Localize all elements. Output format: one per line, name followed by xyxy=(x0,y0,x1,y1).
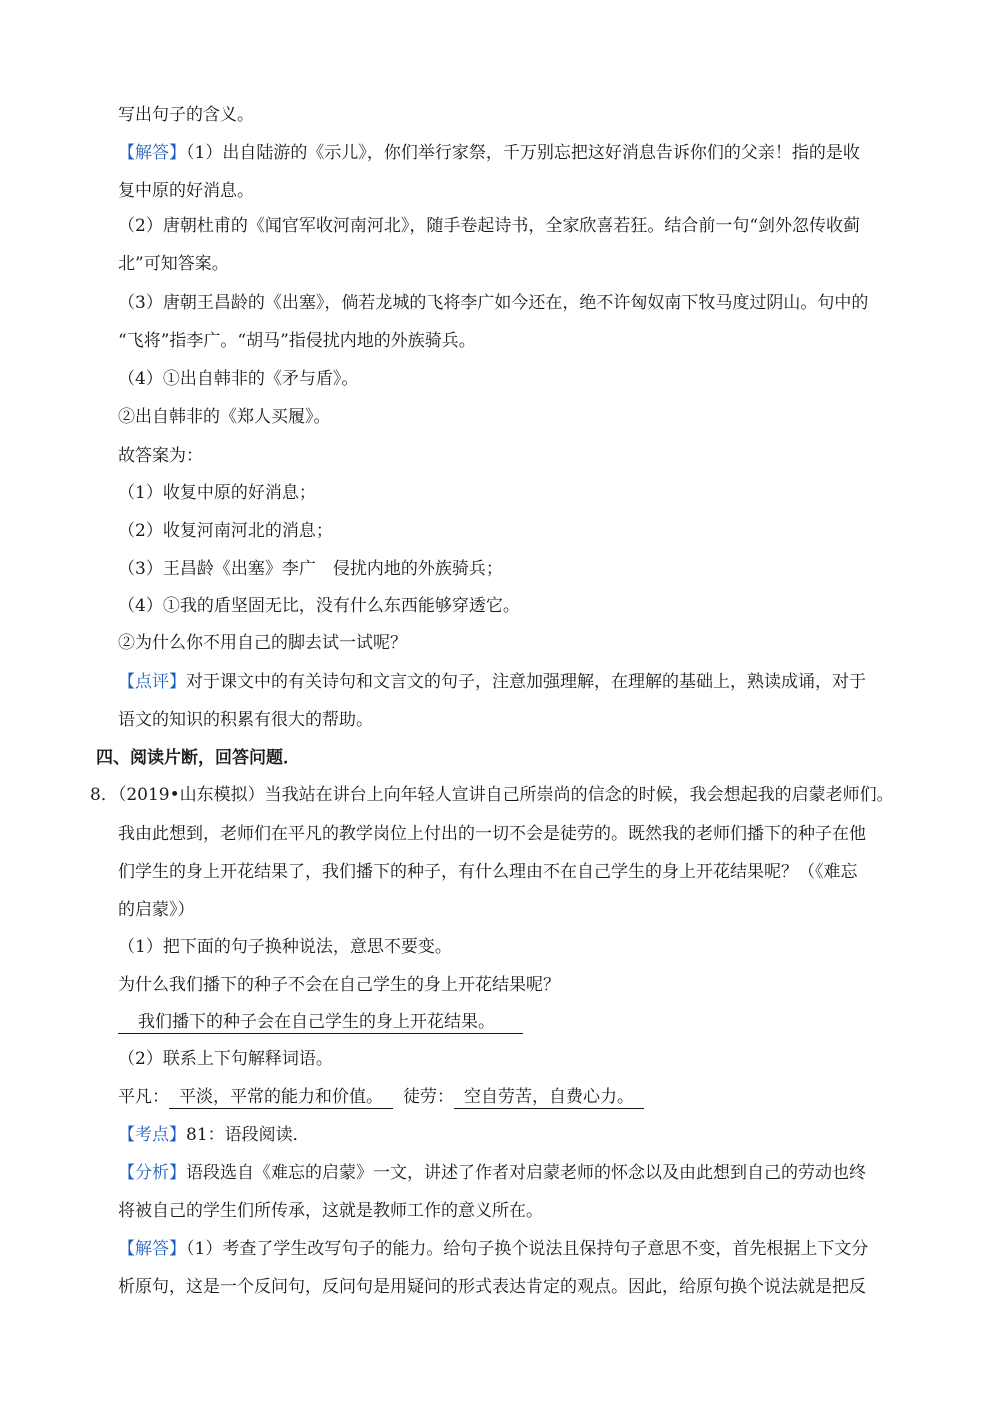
kaodian-text: 81：语段阅读． xyxy=(186,1125,310,1145)
question-text: （2019•山东模拟）当我站在讲台上向年轻人宣讲自己所崇尚的信念的时候，我会想起我的启蒙老师们。 xyxy=(117,785,894,805)
jieda-text: （1）考查了学生改写句子的能力。给句子换个说法且保持句子意思不变，首先根据上下文分 xyxy=(186,1239,869,1259)
question-line xyxy=(90,783,894,807)
comment-line-b: 语文的知识的积累有很大的帮助。 xyxy=(118,710,373,730)
word1-answer: 平淡，平常的能力和价值。 xyxy=(169,1086,393,1109)
answer-line-3: （3）唐朝王昌龄的《出塞》，倘若龙城的飞将李广如今还在，绝不许匈奴南下牧马度过阴山。句中的 xyxy=(118,293,869,313)
final-answer-1: （1）收复中原的好消息； xyxy=(118,483,316,503)
final-answer-4: （4）①我的盾坚固无比，没有什么东西能够穿透它。 xyxy=(118,596,520,616)
answer-text: （1）出自陆游的《示儿》，你们举行家祭，千万别忘把这好消息告诉你们的父亲！指的是收 xyxy=(186,143,860,163)
word1-label: 平凡： xyxy=(118,1087,169,1107)
jieda-tag: 【解答】 xyxy=(118,1239,186,1259)
kaodian-tag: 【考点】 xyxy=(118,1125,186,1145)
word2-answer: 空自劳苦，自费心力。 xyxy=(454,1086,644,1109)
sub-question-1: （1）把下面的句子换种说法，意思不要变。 xyxy=(118,937,452,957)
final-answer-2: （2）收复河南河北的消息； xyxy=(118,521,333,541)
section-heading: 四、阅读片断，回答问题． xyxy=(96,748,300,768)
sub-question-2: （2）联系上下句解释词语。 xyxy=(118,1049,333,1069)
final-answer-label: 故答案为： xyxy=(118,446,203,466)
answer-line-2: （2）唐朝杜甫的《闻官军收河南河北》，随手卷起诗书，全家欣喜若狂。结合前一句“剑外忽传收蓟 xyxy=(118,216,861,236)
sub-answer-1: 我们播下的种子会在自己学生的身上开花结果。 xyxy=(118,1011,523,1034)
jieda-line-b: 析原句，这是一个反问句，反问句是用疑问的形式表达肯定的观点。因此，给原句换个说法就是把反 xyxy=(118,1277,866,1297)
answer-line-4b: ②出自韩非的《郑人买履》。 xyxy=(118,407,331,427)
comment-text: 对于课文中的有关诗句和文言文的句子，注意加强理解，在理解的基础上，熟读成诵，对于 xyxy=(186,672,866,692)
intro-line: 写出句子的含义。 xyxy=(118,105,254,125)
fenxi-line-b: 将被自己的学生们所传承，这就是教师工作的意义所在。 xyxy=(118,1201,543,1221)
answer-line-2b: 北”可知答案。 xyxy=(118,254,229,274)
passage-line-3: 们学生的身上开花结果了，我们播下的种子，有什么理由不在自己学生的身上开花结果呢？（《难忘 xyxy=(118,862,858,882)
answer-line-1b: 复中原的好消息。 xyxy=(118,181,254,201)
comment-tag: 【点评】 xyxy=(118,672,186,692)
question-number: 8． xyxy=(90,785,118,805)
fenxi-text: 语段选自《难忘的启蒙》一文，讲述了作者对启蒙老师的怀念以及由此想到自己的劳动也终 xyxy=(186,1163,866,1183)
sub-answer-1-line xyxy=(118,1010,523,1034)
fenxi-line xyxy=(118,1161,866,1185)
jieda-line xyxy=(118,1237,868,1261)
final-answer-3: （3）王昌龄《出塞》李广 侵扰内地的外族骑兵； xyxy=(118,559,503,579)
sub-question-1-sentence: 为什么我们播下的种子不会在自己学生的身上开花结果呢？ xyxy=(118,975,560,995)
answer-line-4: （4）①出自韩非的《矛与盾》。 xyxy=(118,369,359,389)
kaodian-line xyxy=(118,1123,310,1147)
passage-line-4: 的启蒙》） xyxy=(118,900,195,920)
fenxi-tag: 【分析】 xyxy=(118,1163,186,1183)
word2-label: 徒劳： xyxy=(403,1087,454,1107)
word-explain-line xyxy=(118,1085,644,1109)
answer-line-1 xyxy=(118,141,860,165)
passage-line-2: 我由此想到，老师们在平凡的教学岗位上付出的一切不会是徒劳的。既然我的老师们播下的种子在他 xyxy=(118,824,866,844)
answer-tag: 【解答】 xyxy=(118,143,186,163)
answer-line-3b: “飞将”指李广。“胡马”指侵扰内地的外族骑兵。 xyxy=(118,331,476,351)
comment-line xyxy=(118,670,866,694)
final-answer-4b: ②为什么你不用自己的脚去试一试呢？ xyxy=(118,633,407,653)
